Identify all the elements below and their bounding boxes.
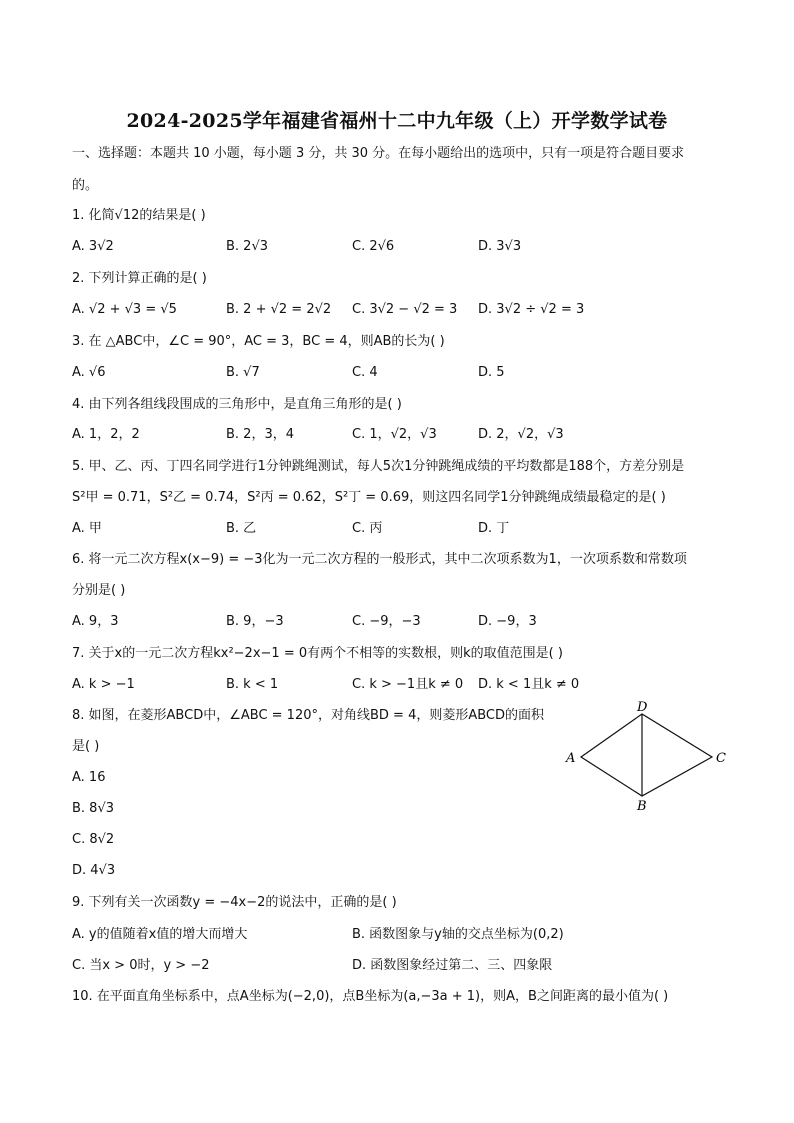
question-6-options xyxy=(0,613,794,631)
option-d: D. −9，3 xyxy=(478,614,537,629)
option-c: C. −9，−3 xyxy=(352,614,421,629)
question-4-options xyxy=(0,426,794,444)
section-header-cont: 的。 xyxy=(72,178,99,193)
option-c: C. 8√2 xyxy=(72,832,115,847)
option-a: A. 9，3 xyxy=(72,614,119,629)
option-b: B. k < 1 xyxy=(226,677,279,692)
option-d: D. 3√3 xyxy=(478,239,522,254)
option-d: D. k < 1且k ≠ 0 xyxy=(478,677,580,692)
question-6-stem: 6. 将一元二次方程x(x−9) = −3化为一元二次方程的一般形式，其中二次项系数为1，一次项系数和常数项 xyxy=(72,552,687,567)
option-b: B. 函数图象与y轴的交点坐标为(0,2) xyxy=(352,927,564,942)
option-b: B. 2，3，4 xyxy=(226,427,294,442)
question-8-stem-cont: 是( ) xyxy=(72,739,100,754)
option-a: A. √2 + √3 = √5 xyxy=(72,302,177,317)
option-c: C. 1，√2，√3 xyxy=(352,427,437,442)
option-a: A. 甲 xyxy=(72,521,102,536)
option-c: C. 2√6 xyxy=(352,239,395,254)
question-9-options-row2 xyxy=(0,957,794,975)
option-b: B. 乙 xyxy=(226,521,257,536)
section-header: 一、选择题：本题共 10 小题，每小题 3 分，共 30 分。在每小题给出的选项中，只有一项是符合题目要求 xyxy=(72,146,685,161)
option-c: C. 4 xyxy=(352,365,378,380)
option-a: A. 3√2 xyxy=(72,239,114,254)
option-c: C. 当x > 0时，y > −2 xyxy=(72,958,210,973)
vertex-label-c: C xyxy=(716,751,726,766)
option-a: A. k > −1 xyxy=(72,677,135,692)
option-a: A. y的值随着x值的增大而增大 xyxy=(72,927,248,942)
vertex-label-a: A xyxy=(566,751,576,766)
option-b: B. 8√3 xyxy=(72,801,115,816)
option-b: B. 9，−3 xyxy=(226,614,284,629)
question-3-options xyxy=(0,364,794,382)
question-1-options xyxy=(0,238,794,256)
option-d: D. 函数图象经过第二、三、四象限 xyxy=(352,958,553,973)
question-3-stem: 3. 在 △ABC中，∠C = 90°，AC = 3，BC = 4，则AB的长为( ) xyxy=(72,334,445,349)
question-9-options-row1 xyxy=(0,926,794,944)
vertex-label-d: D xyxy=(637,700,648,715)
option-d: D. 5 xyxy=(478,365,505,380)
question-6-stem-cont: 分别是( ) xyxy=(72,583,126,598)
question-5-stem: 5. 甲、乙、丙、丁四名同学进行1分钟跳绳测试，每人5次1分钟跳绳成绩的平均数都是188个，方差分别是 xyxy=(72,459,685,474)
option-d: D. 3√2 ÷ √2 = 3 xyxy=(478,302,585,317)
option-b: B. 2√3 xyxy=(226,239,269,254)
option-b: B. √7 xyxy=(226,365,260,380)
question-5-stem-cont: S²甲 = 0.71，S²乙 = 0.74，S²丙 = 0.62，S²丁 = 0.69，则这四名同学1分钟跳绳成绩最稳定的是( ) xyxy=(72,490,666,505)
question-5-options xyxy=(0,520,794,538)
question-7-stem: 7. 关于x的一元二次方程kx²−2x−1 = 0有两个不相等的实数根，则k的取值范围是( ) xyxy=(72,646,563,661)
question-8-stem: 8. 如图，在菱形ABCD中，∠ABC = 120°，对角线BD = 4，则菱形ABCD的面积 xyxy=(72,708,545,723)
option-d: D. 丁 xyxy=(478,521,510,536)
rhombus-figure xyxy=(562,700,732,815)
question-2-stem: 2. 下列计算正确的是( ) xyxy=(72,271,207,286)
question-4-stem: 4. 由下列各组线段围成的三角形中，是直角三角形的是( ) xyxy=(72,397,402,412)
option-a: A. 16 xyxy=(72,770,106,785)
rhombus-outline xyxy=(581,714,712,796)
option-a: A. 1，2，2 xyxy=(72,427,140,442)
option-c: C. k > −1且k ≠ 0 xyxy=(352,677,464,692)
option-d: D. 2，√2，√3 xyxy=(478,427,564,442)
question-10-stem: 10. 在平面直角坐标系中，点A坐标为(−2,0)，点B坐标为(a,−3a + 1)，则A，B之间距离的最小值为( ) xyxy=(72,989,669,1004)
vertex-label-b: B xyxy=(637,799,647,814)
option-a: A. √6 xyxy=(72,365,106,380)
question-9-stem: 9. 下列有关一次函数y = −4x−2的说法中，正确的是( ) xyxy=(72,895,397,910)
option-d: D. 4√3 xyxy=(72,863,116,878)
rhombus-diagram xyxy=(562,700,732,815)
question-2-options xyxy=(0,301,794,319)
question-7-options xyxy=(0,676,794,694)
option-c: C. 丙 xyxy=(352,521,383,536)
question-1-stem: 1. 化简√12的结果是( ) xyxy=(72,208,206,223)
page-title: 2024-2025学年福建省福州十二中九年级（上）开学数学试卷 xyxy=(126,110,668,132)
option-c: C. 3√2 − √2 = 3 xyxy=(352,302,458,317)
option-b: B. 2 + √2 = 2√2 xyxy=(226,302,332,317)
